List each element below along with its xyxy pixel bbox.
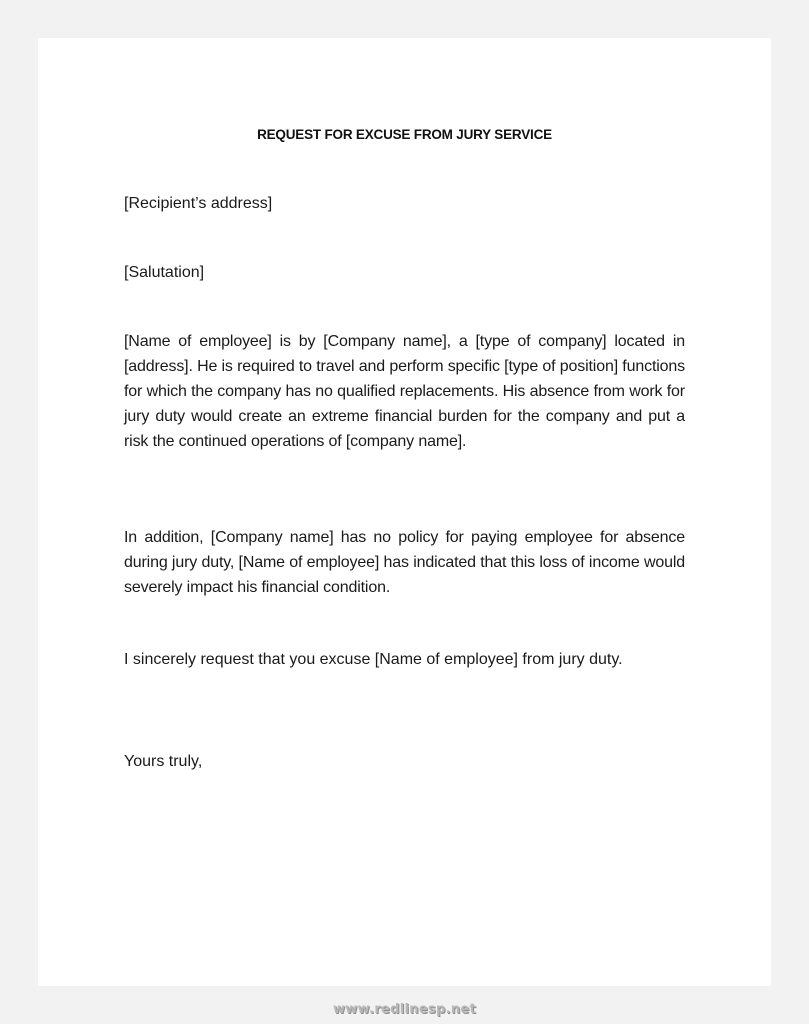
watermark-url: www.redlinesp.net bbox=[332, 1002, 477, 1017]
body-paragraph-1: [Name of employee] is by [Company name], a [type of company] located in [address]. He is required to travel and perform specific [type of position] functions for which the company has no qualified replacements. His absence from work for jury duty would create an extreme financial burden for the company and put a risk the continued operations of [company name]. bbox=[124, 333, 685, 450]
salutation: [Salutation] bbox=[124, 264, 205, 281]
body-paragraph-3: I sincerely request that you excuse [Name of employee] from jury duty. bbox=[124, 651, 623, 668]
document-page bbox=[38, 38, 771, 986]
document-title: REQUEST FOR EXCUSE FROM JURY SERVICE bbox=[257, 127, 552, 142]
recipient-address: [Recipient’s address] bbox=[124, 195, 273, 212]
body-paragraph-2: In addition, [Company name] has no policy for paying employee for absence during jury duty, [Name of employee] has indicated that this loss of income would severely impact his financial condition. bbox=[124, 529, 685, 596]
closing: Yours truly, bbox=[124, 753, 203, 770]
